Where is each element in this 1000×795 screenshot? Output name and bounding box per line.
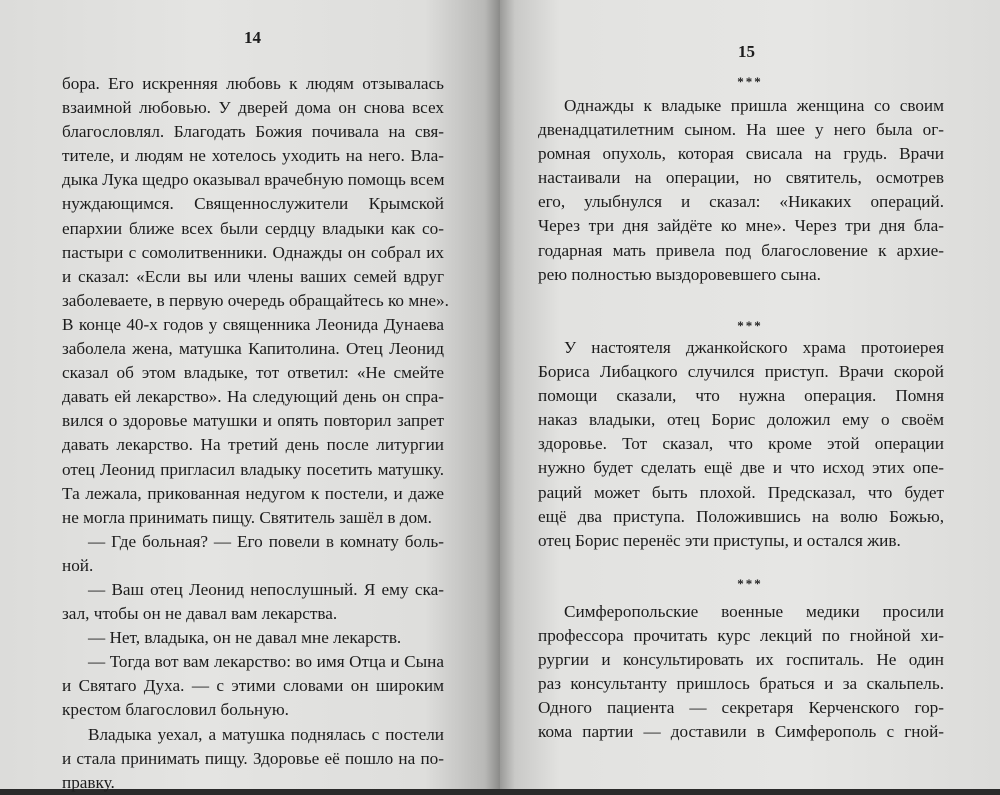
text-line: наказ владыки, отец Борис доложил ему о своём [538,410,944,430]
right-section-1 [538,94,944,287]
text-line: — Тогда вот вам лекарство: во имя Отца и Сына [88,652,444,672]
text-line: нужно будет сделать ещё две и что исход этих опе- [538,458,944,478]
right-page [500,0,1000,789]
section-separator-3: *** [737,576,763,591]
text-line: ной. [62,555,94,575]
text-line: годарная мать привела под благословение к архие- [538,240,944,260]
text-line: — Ваш отец Леонид непослушный. Я ему ска- [88,579,444,599]
text-line: — Нет, владыка, он не давал мне лекарств. [88,628,402,648]
left-page-text [62,72,449,795]
text-line: зал, чтобы он не давал вам лекарства. [62,604,338,624]
text-line: рургии и консультировать их госпиталь. Не один [538,650,944,670]
text-line: заболеваете, в первую очередь обращайтесь ко мне». [62,290,449,310]
text-line: вился о здоровье матушки и опять повторил запрет [62,411,444,431]
text-line: У настоятеля джанкойского храма протоиерея [564,338,944,357]
text-line: давать ей лекарство». На следующий день он спра- [62,387,444,407]
text-line: Бориса Либацкого случился приступ. Врачи скорой [538,362,944,382]
text-line: его, улыбнулся и сказал: «Никаких операций. [538,192,944,212]
text-line: — Где больная? — Его повели в комнату боль- [88,531,444,551]
text-line: правку. [62,772,115,792]
text-line: кома партии — доставили в Симферополь с гной- [538,722,944,742]
text-line: заболела жена, матушка Капитолина. Отец Леонид [62,339,444,359]
right-section-3 [538,600,944,745]
text-line: дыка Лука щедро оказывал врачебную помощь всем [62,170,445,190]
text-line: отец Борис перенёс эти приступы, и остался жив. [538,530,901,550]
text-line: помощи сказали, что нужна операция. Помня [538,386,944,406]
text-line: Через три дня зайдёте ко мне». Через три дня бла- [538,216,944,236]
text-line: Владыка уехал, а матушка поднялась с постели [88,724,444,744]
text-line: здоровье. Тот сказал, что кроме этой операции [538,434,944,454]
text-line: ромная опухоль, которая свисала на грудь. Врачи [538,144,944,164]
text-line: и Святаго Духа. — с этими словами он широким [62,676,444,696]
text-line: В конце 40-х годов у священника Леонида Дунаева [62,314,444,334]
text-line: взаимной любовью. У дверей дома он снова всех [62,98,444,118]
text-line: рею полностью выздоровевшего сына. [538,264,821,284]
text-line: двенадцатилетним сыном. На шее у него была ог- [538,120,944,140]
text-line: пастыри с сомолитвенники. Однажды он собрал их [62,242,444,262]
text-line: профессора прочитать курс лекций по гнойной хи- [538,626,944,646]
text-line: давать лекарство. На третий день после литургии [62,435,444,455]
page-number-right: 15 [738,42,755,61]
right-section-2 [538,336,944,553]
section-separator-2: *** [737,318,763,333]
text-line: раз консультанту пришлось браться и за скальпель. [538,674,944,694]
text-line: тителе, и людям не хотелось уходить на него. Вла- [62,146,444,166]
left-page [0,0,500,792]
text-line: раций может быть плохой. Предсказал, что будет [538,482,944,502]
text-line: епархии ближе всех были сердцу владыки как со- [62,218,444,238]
text-line: благословлял. Благодать Божия почивала на свя- [62,122,444,142]
text-line: Одного пациента — секретаря Керченского гор- [538,698,944,718]
text-line: отец Леонид пригласил владыку посетить матушку. [62,459,444,479]
text-line: настаивали на операции, но святитель, осмотрев [538,168,944,188]
page-number-left: 14 [244,28,261,47]
text-line: и сказал: «Если вы или члены ваших семей вдруг [62,266,444,286]
text-line: нуждающимся. Священнослужители Крымской [62,194,444,214]
text-line: сказал об этом владыке, тот ответил: «Не смейте [62,363,444,383]
text-line: крестом благословил больную. [62,700,289,720]
section-separator-1: *** [737,74,763,89]
text-line: Та лежала, прикованная недугом к постели, и даже [62,483,444,503]
text-line: ещё два приступа. Положившись на волю Божью, [538,506,944,526]
text-line: не могла принимать пищу. Святитель зашёл в дом. [62,507,432,527]
text-line: и стала принимать пищу. Здоровье её пошло на по- [62,748,444,768]
text-line: Симферопольские военные медики просили [564,602,944,621]
text-line: Однажды к владыке пришла женщина со своим [564,96,944,115]
text-line: бора. Его искренняя любовь к людям отзывалась [62,74,444,93]
